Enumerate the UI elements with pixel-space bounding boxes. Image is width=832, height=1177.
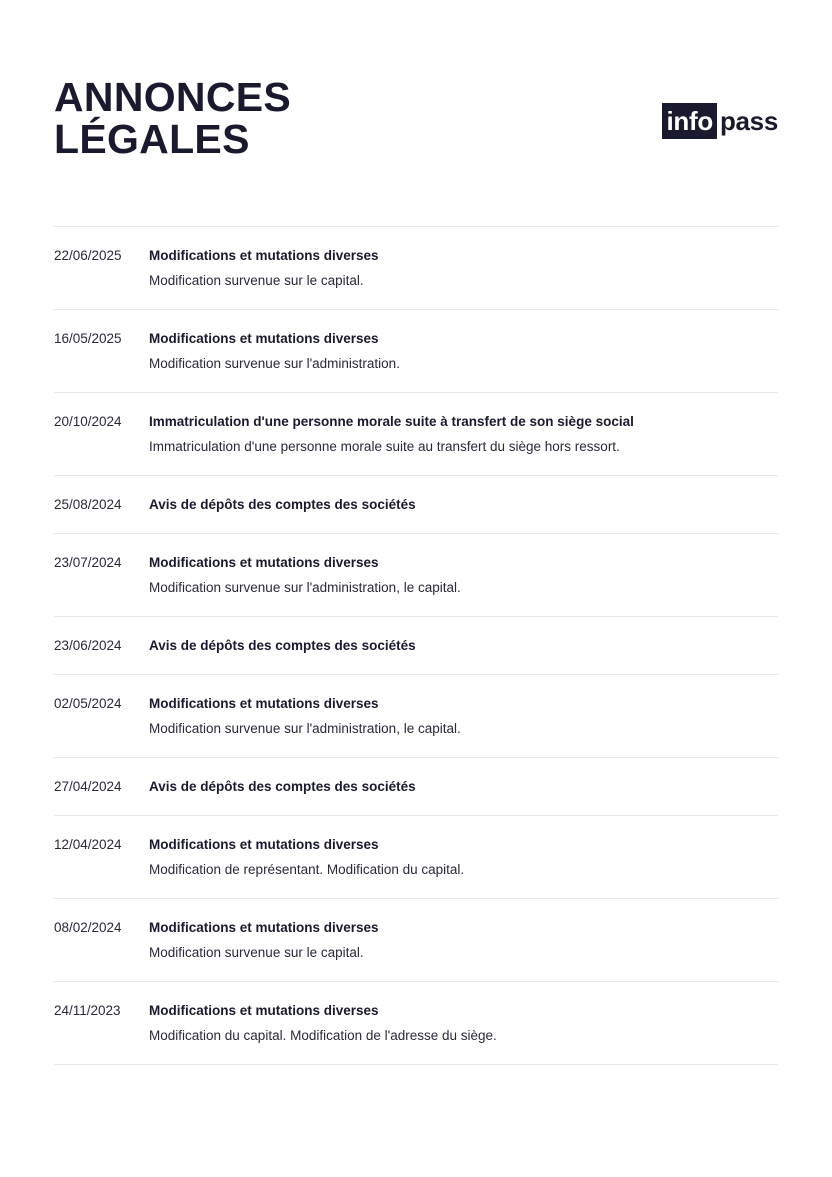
announcement-row [54, 982, 778, 1065]
announcement-date: 12/04/2024 [54, 837, 122, 852]
announcement-title: Modifications et mutations diverses [149, 248, 379, 263]
announcement-description: Modification survenue sur l'administration. [149, 356, 400, 371]
announcement-row [54, 816, 778, 899]
announcement-row [54, 227, 778, 310]
announcement-content [149, 330, 778, 372]
announcement-date: 20/10/2024 [54, 414, 122, 429]
logo-info-text: info [662, 103, 716, 139]
announcement-description: Modification survenue sur le capital. [149, 945, 364, 960]
announcement-title: Modifications et mutations diverses [149, 555, 379, 570]
announcement-date: 02/05/2024 [54, 696, 122, 711]
announcement-date: 08/02/2024 [54, 920, 122, 935]
announcement-title: Modifications et mutations diverses [149, 331, 379, 346]
announcement-date: 25/08/2024 [54, 497, 122, 512]
announcement-description: Modification survenue sur le capital. [149, 273, 364, 288]
announcement-title: Avis de dépôts des comptes des sociétés [149, 779, 416, 794]
announcement-row [54, 476, 778, 534]
announcement-content [149, 919, 778, 961]
announcement-title: Modifications et mutations diverses [149, 837, 379, 852]
logo-pass-text: pass [719, 106, 778, 136]
announcement-date: 24/11/2023 [54, 1003, 121, 1018]
announcement-content [149, 778, 778, 795]
infopass-logo [662, 103, 778, 139]
announcement-title: Avis de dépôts des comptes des sociétés [149, 497, 416, 512]
announcement-content [149, 637, 778, 654]
announcement-date: 27/04/2024 [54, 779, 122, 794]
announcement-description: Modification survenue sur l'administration, le capital. [149, 580, 461, 595]
announcement-list [54, 226, 778, 1065]
announcement-title: Modifications et mutations diverses [149, 920, 379, 935]
announcement-content [149, 554, 778, 596]
announcement-row [54, 310, 778, 393]
announcement-date: 22/06/2025 [54, 248, 122, 263]
announcement-date: 23/06/2024 [54, 638, 122, 653]
announcement-row [54, 758, 778, 816]
announcement-row [54, 534, 778, 617]
announcement-row [54, 675, 778, 758]
page-title-line-2: LÉGALES [54, 116, 250, 162]
page-title-line-1: ANNONCES [54, 74, 292, 120]
announcement-content [149, 247, 778, 289]
announcement-title: Avis de dépôts des comptes des sociétés [149, 638, 416, 653]
announcement-row [54, 617, 778, 675]
announcement-content [149, 836, 778, 878]
page-header [54, 0, 778, 226]
announcement-content [149, 413, 778, 455]
announcement-date: 23/07/2024 [54, 555, 122, 570]
announcement-row [54, 393, 778, 476]
page [54, 0, 778, 1065]
announcement-content [149, 496, 778, 513]
announcement-content [149, 1002, 778, 1044]
announcement-description: Modification de représentant. Modification du capital. [149, 862, 465, 877]
announcement-description: Immatriculation d'une personne morale suite au transfert du siège hors ressort. [149, 439, 620, 454]
announcement-description: Modification du capital. Modification de l'adresse du siège. [149, 1028, 497, 1043]
page-title [54, 76, 394, 160]
announcement-row [54, 899, 778, 982]
announcement-title: Immatriculation d'une personne morale suite à transfert de son siège social [149, 414, 634, 429]
announcement-content [149, 695, 778, 737]
announcement-description: Modification survenue sur l'administration, le capital. [149, 721, 461, 736]
announcement-title: Modifications et mutations diverses [149, 1003, 379, 1018]
announcement-title: Modifications et mutations diverses [149, 696, 379, 711]
announcement-date: 16/05/2025 [54, 331, 122, 346]
